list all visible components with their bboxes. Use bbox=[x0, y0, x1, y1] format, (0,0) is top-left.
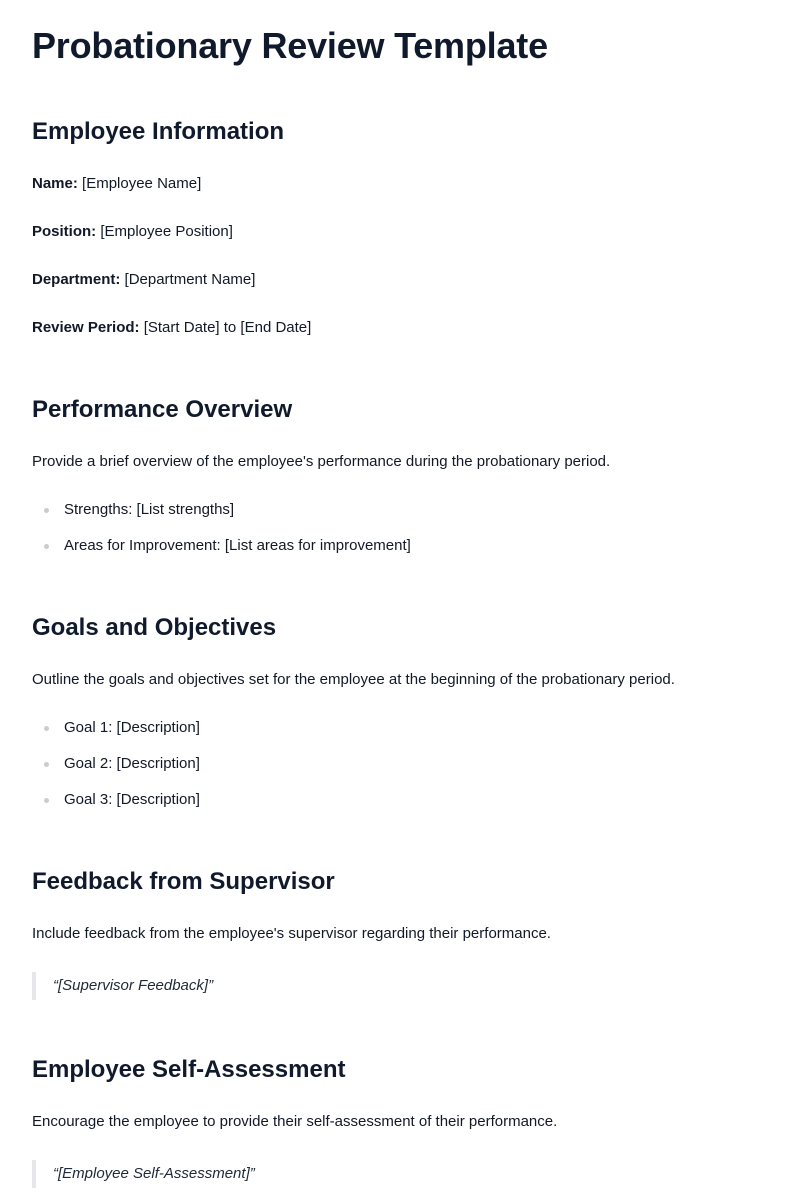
goals-list bbox=[32, 716, 768, 812]
info-row-position bbox=[32, 220, 768, 244]
list-item bbox=[32, 752, 768, 776]
supervisor-feedback-quote: “[Supervisor Feedback]” bbox=[32, 972, 768, 1000]
list-item-text: Goal 2: [Description] bbox=[64, 755, 200, 772]
bullet-icon bbox=[44, 798, 49, 803]
performance-overview-description: Provide a brief overview of the employee's performance during the probationary period. bbox=[32, 453, 611, 470]
employee-information-section bbox=[32, 116, 768, 340]
info-row-name bbox=[32, 172, 768, 196]
list-item bbox=[32, 788, 768, 812]
info-label: Name: bbox=[32, 175, 78, 192]
list-item-text: Goal 3: [Description] bbox=[64, 791, 200, 808]
info-label: Department: bbox=[32, 271, 121, 288]
info-row-department bbox=[32, 268, 768, 292]
goals-section bbox=[32, 612, 768, 812]
info-row-review-period bbox=[32, 316, 768, 340]
info-value: [Employee Position] bbox=[100, 223, 233, 240]
info-label: Position: bbox=[32, 223, 97, 240]
employee-information-heading: Employee Information bbox=[32, 118, 285, 145]
info-value: [Department Name] bbox=[124, 271, 256, 288]
bullet-icon bbox=[44, 762, 49, 767]
performance-overview-heading: Performance Overview bbox=[32, 396, 293, 423]
self-assessment-heading: Employee Self-Assessment bbox=[32, 1056, 346, 1083]
list-item-text: Areas for Improvement: [List areas for improvement] bbox=[64, 537, 411, 554]
performance-overview-section bbox=[32, 394, 768, 558]
list-item-text: Strengths: [List strengths] bbox=[64, 501, 235, 518]
bullet-icon bbox=[44, 508, 49, 513]
info-label: Review Period: bbox=[32, 319, 140, 336]
list-item bbox=[32, 534, 768, 558]
self-assessment-description: Encourage the employee to provide their self-assessment of their performance. bbox=[32, 1113, 558, 1130]
goals-heading: Goals and Objectives bbox=[32, 614, 277, 641]
supervisor-feedback-heading: Feedback from Supervisor bbox=[32, 868, 335, 895]
bullet-icon bbox=[44, 726, 49, 731]
self-assessment-section bbox=[32, 1054, 768, 1188]
list-item bbox=[32, 498, 768, 522]
list-item-text: Goal 1: [Description] bbox=[64, 719, 200, 736]
bullet-icon bbox=[44, 544, 49, 549]
info-value: [Employee Name] bbox=[82, 175, 202, 192]
info-value: [Start Date] to [End Date] bbox=[143, 319, 312, 336]
supervisor-feedback-description: Include feedback from the employee's supervisor regarding their performance. bbox=[32, 925, 551, 942]
self-assessment-quote: “[Employee Self-Assessment]” bbox=[32, 1160, 768, 1188]
page-title: Probationary Review Template bbox=[32, 25, 548, 66]
supervisor-feedback-section bbox=[32, 866, 768, 1000]
goals-description: Outline the goals and objectives set for the employee at the beginning of the probationary period. bbox=[32, 671, 675, 688]
list-item bbox=[32, 716, 768, 740]
performance-overview-list bbox=[32, 498, 768, 558]
